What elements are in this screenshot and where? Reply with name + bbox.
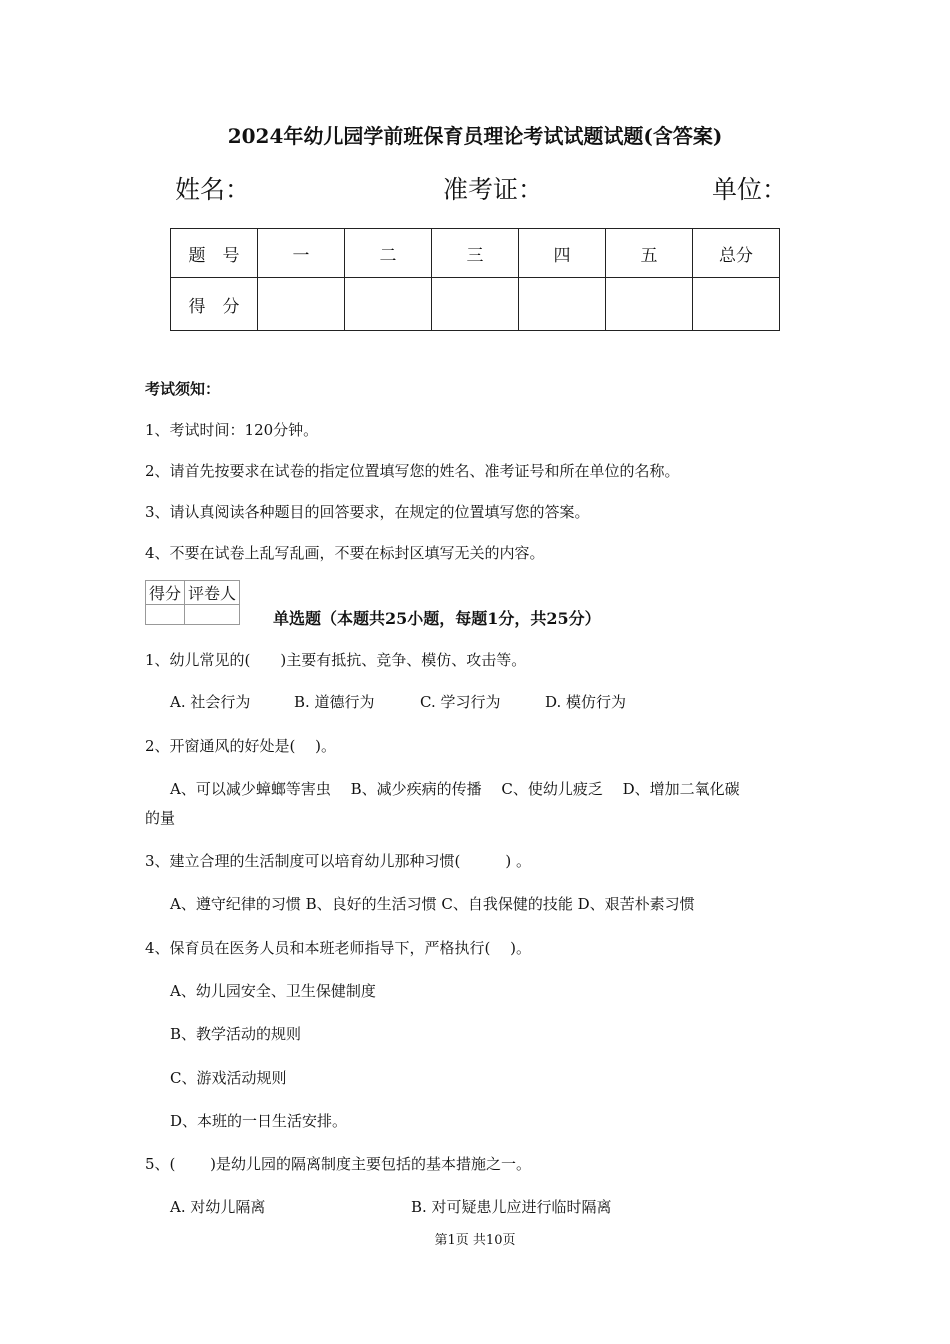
question-options-line: 的量 xyxy=(145,809,176,827)
question-option: C、游戏活动规则 xyxy=(170,1069,287,1087)
score-cell[interactable] xyxy=(519,278,606,331)
question-option: D、本班的一日生活安排。 xyxy=(170,1112,348,1130)
name-label: 姓名： xyxy=(175,175,251,204)
question-option: A. 对幼儿隔离 xyxy=(170,1198,266,1216)
question-stem: 2、开窗通风的好处是( )。 xyxy=(145,737,337,755)
grader-score-cell[interactable] xyxy=(146,605,185,625)
question-stem: 5、( )是幼儿园的隔离制度主要包括的基本措施之一。 xyxy=(145,1155,532,1173)
score-cell[interactable] xyxy=(432,278,519,331)
question-options-line: A、遵守纪律的习惯 B、良好的生活习惯 C、自我保健的技能 D、艰苦朴素习惯 xyxy=(170,895,695,913)
score-row-label: 得 分 xyxy=(171,278,258,331)
score-cell[interactable] xyxy=(606,278,693,331)
question-option: B. 对可疑患儿应进行临时隔离 xyxy=(411,1198,612,1216)
score-cell[interactable] xyxy=(693,278,780,331)
score-table-cell: 题 号 xyxy=(171,229,258,278)
question-option: B. 道德行为 xyxy=(294,693,375,711)
score-table-cell: 总分 xyxy=(693,229,780,278)
question-option: D. 模仿行为 xyxy=(545,693,627,711)
grader-score-label: 得分 xyxy=(146,581,185,605)
score-table-cell: 五 xyxy=(606,229,693,278)
score-table-cell: 一 xyxy=(258,229,345,278)
unit-label: 单位： xyxy=(712,175,788,204)
score-table xyxy=(170,228,780,331)
grader-box xyxy=(145,580,240,625)
exam-number-label: 准考证： xyxy=(443,175,544,204)
question-stem: 1、幼儿常见的( )主要有抵抗、竞争、模仿、攻击等。 xyxy=(145,651,527,669)
question-option: A、幼儿园安全、卫生保健制度 xyxy=(170,982,376,1000)
question-option: A. 社会行为 xyxy=(170,693,251,711)
score-table-score-row xyxy=(171,278,780,331)
score-cell[interactable] xyxy=(258,278,345,331)
score-table-header-row xyxy=(171,229,780,278)
document-title: 2024年幼儿园学前班保育员理论考试试题试题(含答案) xyxy=(227,124,723,148)
page-footer: 第1页 共10页 xyxy=(434,1233,516,1248)
score-table-cell: 二 xyxy=(345,229,432,278)
section-title: 单选题（本题共25小题，每题1分，共25分） xyxy=(273,609,601,628)
grader-name-label: 评卷人 xyxy=(185,581,240,605)
grader-name-cell[interactable] xyxy=(185,605,240,625)
question-option: C. 学习行为 xyxy=(420,693,501,711)
question-stem: 4、保育员在医务人员和本班老师指导下，严格执行( )。 xyxy=(145,939,532,957)
notice-item: 1、考试时间：120分钟。 xyxy=(145,421,319,439)
score-cell[interactable] xyxy=(345,278,432,331)
notice-item: 2、请首先按要求在试卷的指定位置填写您的姓名、准考证号和所在单位的名称。 xyxy=(145,462,680,480)
question-stem: 3、建立合理的生活制度可以培育幼儿那种习惯( ) 。 xyxy=(145,852,532,870)
notice-item: 3、请认真阅读各种题目的回答要求，在规定的位置填写您的答案。 xyxy=(145,503,590,521)
question-options-line: A、可以减少蟑螂等害虫 B、减少疾病的传播 C、使幼儿疲乏 D、增加二氧化碳 xyxy=(170,780,740,798)
notice-item: 4、不要在试卷上乱写乱画，不要在标封区填写无关的内容。 xyxy=(145,544,545,562)
score-table-cell: 四 xyxy=(519,229,606,278)
question-option: B、教学活动的规则 xyxy=(170,1025,302,1043)
score-table-cell: 三 xyxy=(432,229,519,278)
notice-heading: 考试须知： xyxy=(145,380,221,398)
